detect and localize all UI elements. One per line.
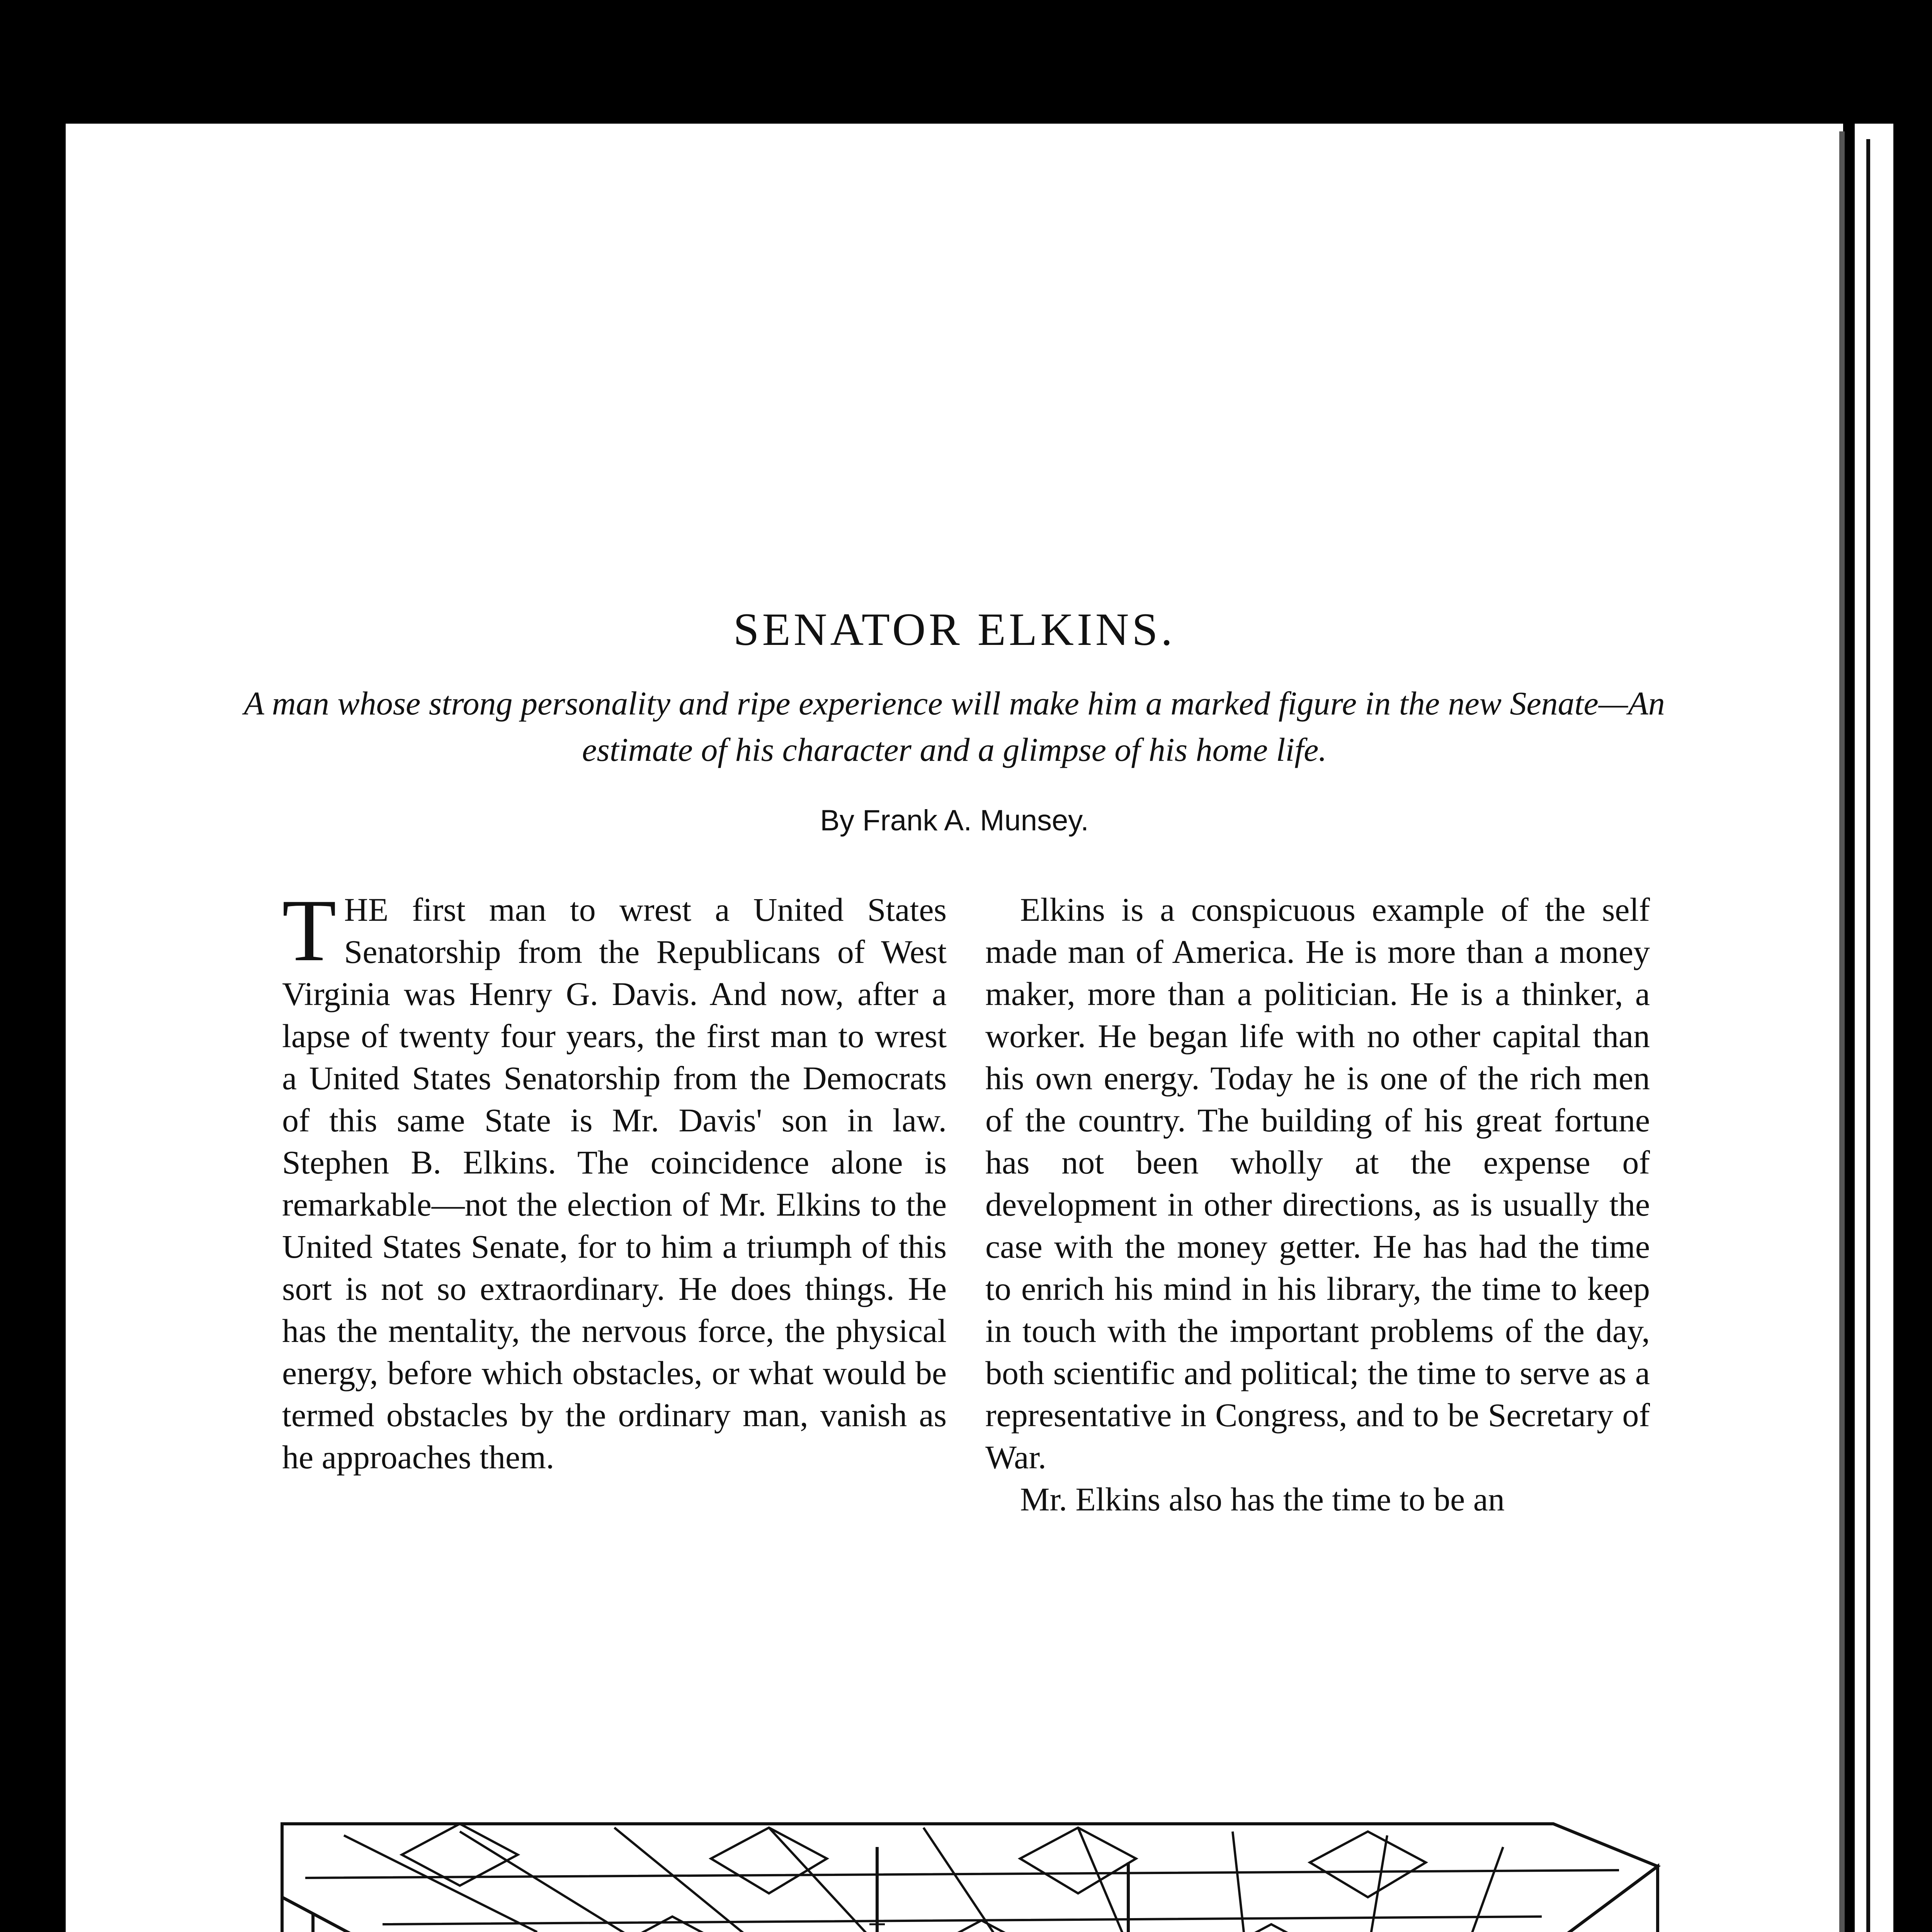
right-column-paragraph-2: Mr. Elkins also has the time to be an [1020, 1481, 1505, 1518]
magazine-page [66, 124, 1843, 1932]
next-page-edge-line [1866, 139, 1870, 1932]
page-gutter-shadow [1839, 131, 1845, 1932]
left-column [282, 881, 947, 1478]
article-byline: By Frank A. Munsey. [820, 804, 1089, 837]
article-title: SENATOR ELKINS. [733, 604, 1176, 655]
article-subtitle: A man whose strong personality and ripe experience will make him a marked figure in the new Senate—An estimate of his character and a glimpse of his home life. [244, 685, 1665, 768]
left-column-text: HE first man to wrest a United States Senatorship from the Republicans of West Virginia was Henry G. Davis. And now, after a lapse of twenty four years, the first man to wrest a United States Senatorship from the Democrats of this same State is Mr. Davis' son in law. Stephen B. Elkins. The coincidence alone is remarkable—not the election of Mr. Elkins to the United States Senate, for to him a triumph of this sort is not so extraordinary. He does things. He has the mentality, the nervous force, the physical energy, before which obstacles, or what would be termed obstacles by the ordinary man, vanish as he approaches them. [282, 891, 947, 1476]
dining-room-illustration [267, 1801, 1735, 1932]
drop-cap: T [282, 881, 337, 980]
next-page-edge [1855, 124, 1893, 1932]
right-column-paragraph-1: Elkins is a conspicuous example of the self made man of America. He is more than a money maker, more than a politician. He is a thinker, a worker. He began life with no other capital than his own energy. Today he is one of the rich men of the country. The building of his great fortune has not been wholly at the expense of development in other directions, as is usually the case with the money getter. He has had the time to enrich his mind in his library, the time to keep in touch with the important problems of the day, both scientific and political; the time to serve as a representative in Congress, and to be Secretary of War. [985, 891, 1650, 1476]
right-column [985, 889, 1650, 1520]
